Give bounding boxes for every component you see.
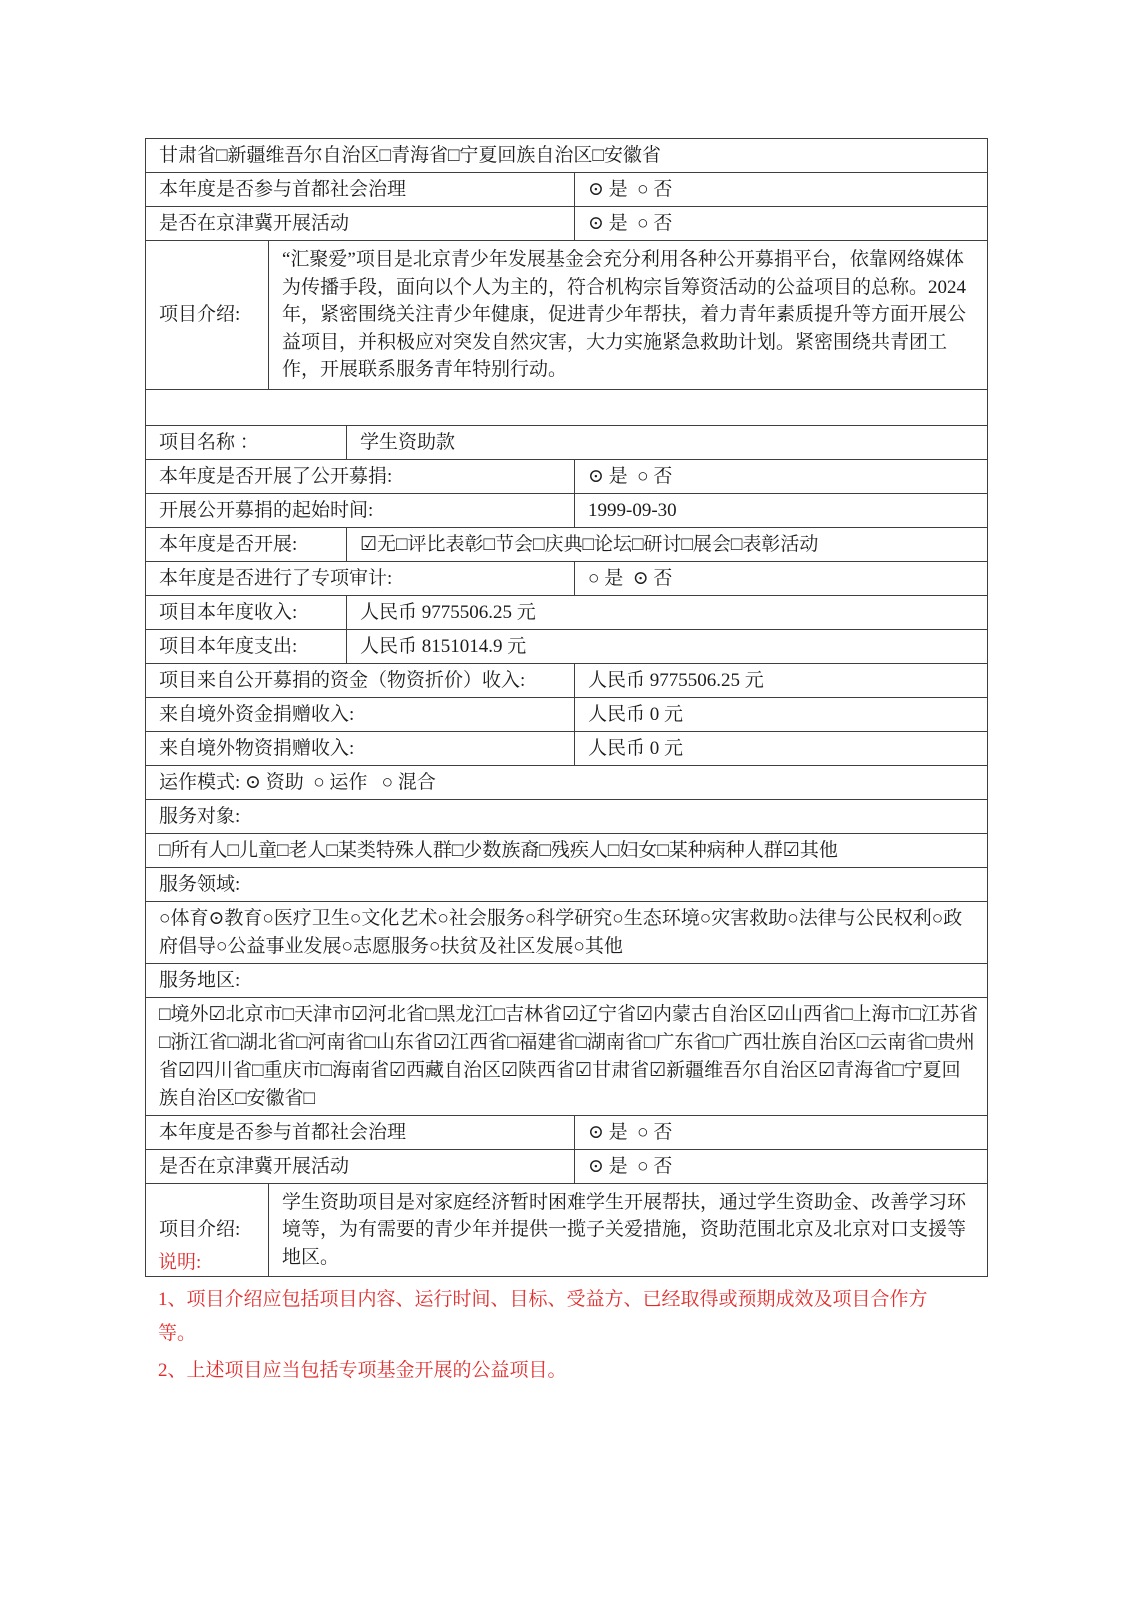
capital-social-governance-1-row bbox=[146, 173, 987, 207]
jingjinji-activity-2-value: ⊙ 是 ○ 否 bbox=[574, 1150, 987, 1183]
note-item-1: 1、项目介绍应包括项目内容、运行时间、目标、受益方、已经取得或预期成效及项目合作方等。 bbox=[158, 1289, 928, 1344]
events-conducted-row bbox=[146, 528, 987, 562]
service-field-options: ○体育⊙教育○医疗卫生○文化艺术○社会服务○科学研究○生态环境○灾害救助○法律与公民权利○政府倡导○公益事业发展○志愿服务○扶贫及社区发展○其他 bbox=[159, 907, 963, 957]
capital-social-governance-2-value: ⊙ 是 ○ 否 bbox=[574, 1116, 987, 1149]
annual-expense-label: 项目本年度支出: bbox=[159, 635, 298, 657]
jingjinji-activity-1-row bbox=[146, 207, 987, 241]
special-audit-value: ○ 是 ⊙ 否 bbox=[574, 562, 987, 595]
service-target-options-row bbox=[146, 834, 987, 868]
project-name-label: 项目名称 ： bbox=[159, 431, 259, 453]
project-intro-1-row bbox=[146, 241, 987, 390]
service-field-label-row bbox=[146, 868, 987, 902]
overseas-fund-income-label: 来自境外资金捐赠收入: bbox=[159, 703, 355, 725]
service-area-label-row bbox=[146, 964, 987, 998]
project-intro-1-text: “汇聚爱”项目是北京青少年发展基金会充分利用各种公开募捐平台，依靠网络媒体为传播手段，面向以个人为主的，符合机构宗旨筹资活动的公益项目的总称。2024 年，紧密围绕关注青少年健康，促进青少年帮扶，着力青年素质提升等方面开展公益项目，并积极应对突发自然灾害，大力实施紧急救助计划。紧密围绕共青团工作，开展联系服务青年特别行动。 bbox=[268, 241, 987, 389]
public-fundraising-conducted-label: 本年度是否开展了公开募捐: bbox=[159, 465, 393, 487]
note-item-2: 2、上述项目应当包括专项基金开展的公益项目。 bbox=[158, 1360, 567, 1381]
events-conducted-value: ☑无□评比表彰□节会□庆典□论坛□研讨□展会□表彰活动 bbox=[346, 528, 987, 561]
annual-income-row bbox=[146, 596, 987, 630]
jingjinji-activity-2-label: 是否在京津冀开展活动 bbox=[159, 1155, 350, 1177]
jingjinji-activity-2-row bbox=[146, 1150, 987, 1184]
project-form-table bbox=[145, 138, 988, 1277]
service-area-label: 服务地区: bbox=[159, 969, 241, 991]
events-conducted-label: 本年度是否开展: bbox=[159, 533, 298, 555]
public-fundraising-income-label: 项目来自公开募捐的资金（物资折价）收入: bbox=[159, 669, 526, 691]
capital-social-governance-2-label: 本年度是否参与首都社会治理 bbox=[159, 1121, 407, 1143]
service-area-overflow-row bbox=[146, 139, 987, 173]
jingjinji-activity-1-value: ⊙ 是 ○ 否 bbox=[574, 207, 987, 240]
service-area-overflow: 甘肃省□新疆维吾尔自治区□青海省□宁夏回族自治区□安徽省 bbox=[159, 145, 661, 166]
service-target-label-row bbox=[146, 800, 987, 834]
capital-social-governance-1-value: ⊙ 是 ○ 否 bbox=[574, 173, 987, 206]
overseas-material-income-value: 人民币 0 元 bbox=[574, 732, 987, 765]
project-intro-2-label: 项目介绍: bbox=[159, 1219, 241, 1241]
capital-social-governance-2-row bbox=[146, 1116, 987, 1150]
service-field-label: 服务领域: bbox=[159, 873, 241, 895]
service-area-options: □境外☑北京市□天津市☑河北省□黑龙江□吉林省☑辽宁省☑内蒙古自治区☑山西省□上海市□江苏省□浙江省□湖北省□河南省□山东省☑江西省□福建省□湖南省□广东省□广西壮族自治区□云南省□贵州省☑四川省□重庆市□海南省☑西藏自治区☑陕西省☑甘肃省☑新疆维吾尔自治区☑青海省□宁夏回族自治区□安徽省□ bbox=[159, 1003, 979, 1109]
fundraising-start-date-row bbox=[146, 494, 987, 528]
special-audit-label: 本年度是否进行了专项审计: bbox=[159, 567, 393, 589]
annual-income-label: 项目本年度收入: bbox=[159, 601, 298, 623]
overseas-fund-income-value: 人民币 0 元 bbox=[574, 698, 987, 731]
project-name-value: 学生资助款 bbox=[346, 426, 987, 459]
public-fundraising-conducted-value: ⊙ 是 ○ 否 bbox=[574, 460, 987, 493]
jingjinji-activity-1-label: 是否在京津冀开展活动 bbox=[159, 213, 350, 234]
operation-mode-row bbox=[146, 766, 987, 800]
spacer-row-row bbox=[146, 390, 987, 426]
service-field-options-row bbox=[146, 902, 987, 964]
spacer-row bbox=[146, 390, 987, 425]
service-target-label: 服务对象: bbox=[159, 805, 241, 827]
special-audit-row bbox=[146, 562, 987, 596]
public-fundraising-income-value: 人民币 9775506.25 元 bbox=[574, 664, 987, 697]
capital-social-governance-1-label: 本年度是否参与首都社会治理 bbox=[159, 179, 407, 200]
service-area-options-row bbox=[146, 998, 987, 1116]
operation-mode: 运作模式: ⊙ 资助 ○ 运作 ○ 混合 bbox=[159, 771, 436, 793]
project-intro-1-label: 项目介绍: bbox=[159, 304, 241, 326]
public-fundraising-income-row bbox=[146, 664, 987, 698]
annual-expense-row bbox=[146, 630, 987, 664]
notes-title: 说明: bbox=[158, 1252, 202, 1273]
notes-section bbox=[158, 1246, 958, 1391]
public-fundraising-conducted-row bbox=[146, 460, 987, 494]
project-name-row bbox=[146, 426, 987, 460]
overseas-material-income-row bbox=[146, 732, 987, 766]
fundraising-start-date-label: 开展公开募捐的起始时间: bbox=[159, 499, 374, 521]
annual-expense-value: 人民币 8151014.9 元 bbox=[346, 630, 987, 663]
service-target-options: □所有人□儿童□老人□某类特殊人群□少数族裔□残疾人□妇女□某种病种人群☑其他 bbox=[159, 839, 838, 861]
fundraising-start-date-value: 1999-09-30 bbox=[574, 494, 987, 527]
project-intro-2-text: 学生资助项目是对家庭经济暂时困难学生开展帮扶，通过学生资助金、改善学习环境等，为有需要的青少年并提供一揽子关爱措施，资助范围北京及北京对口支援等地区。 bbox=[268, 1184, 987, 1277]
overseas-fund-income-row bbox=[146, 698, 987, 732]
overseas-material-income-label: 来自境外物资捐赠收入: bbox=[159, 737, 355, 759]
annual-income-value: 人民币 9775506.25 元 bbox=[346, 596, 987, 629]
